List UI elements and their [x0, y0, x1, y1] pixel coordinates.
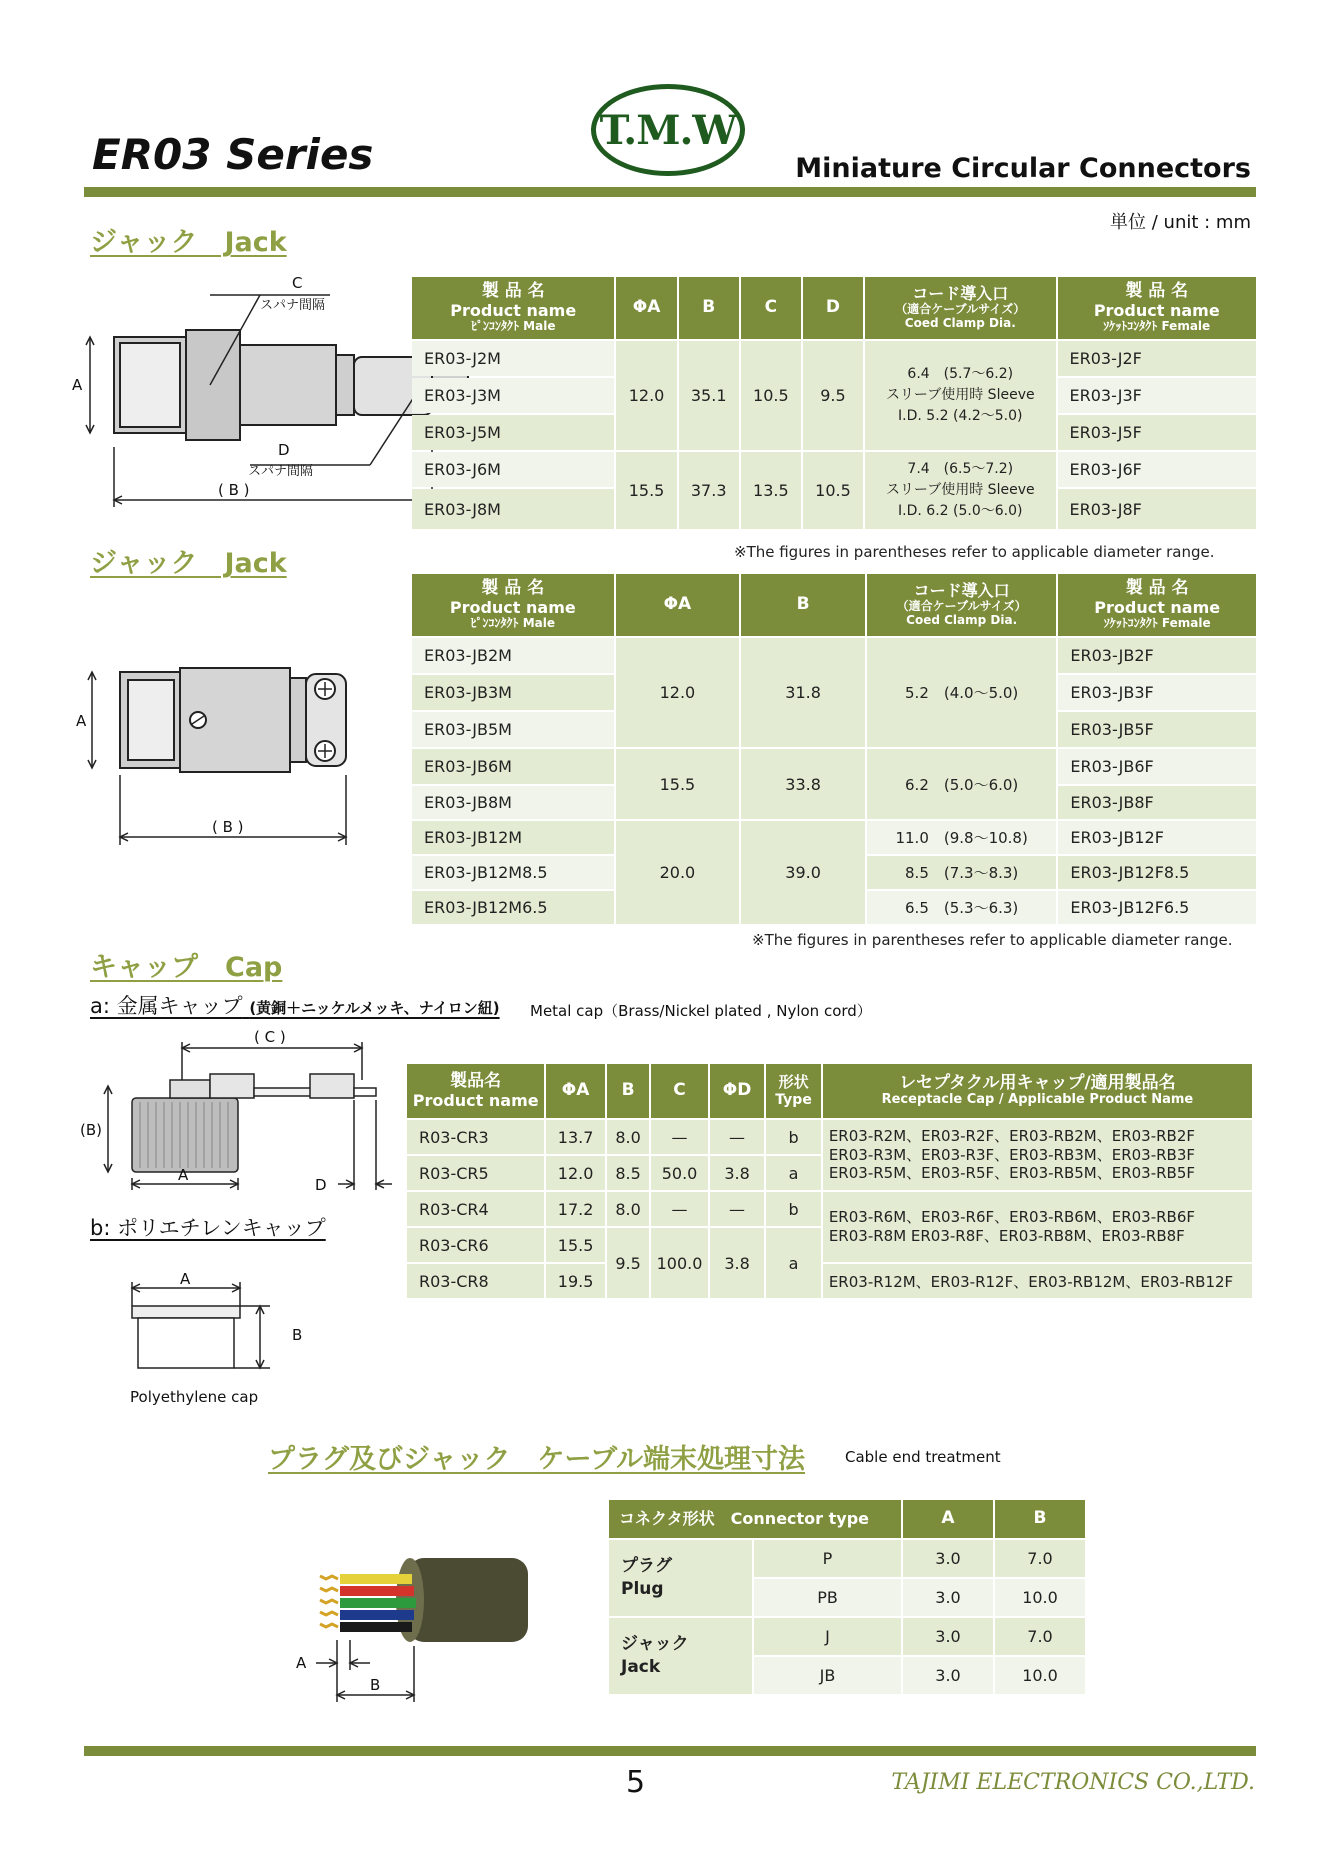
unit-label: 単位 / unit : mm — [1110, 212, 1251, 233]
poly-cap-label: Polyethylene cap — [130, 1388, 259, 1406]
cable-drawing — [290, 1550, 550, 1710]
cable-dim-a: A — [296, 1654, 307, 1672]
metal-cap-en: Metal cap（Brass/Nickel plated , Nylon cord） — [530, 1002, 872, 1020]
jack-b-drawing — [70, 660, 370, 860]
poly-dim-a: A — [180, 1270, 191, 1288]
jack-b-note: ※The figures in parentheses refer to applicable diameter range. — [752, 931, 1233, 949]
cap-dim-c: ( C ) — [254, 1028, 286, 1046]
page-subtitle: Miniature Circular Connectors — [795, 153, 1251, 184]
jack-b-dim-a: A — [76, 712, 87, 730]
poly-cap-heading: b: ポリエチレンキャップ — [90, 1216, 326, 1240]
cable-dim-b: B — [370, 1676, 381, 1694]
dim-d-label: D — [278, 441, 290, 459]
cap-dim-d: D — [315, 1176, 327, 1194]
dim-b-label: ( B ) — [218, 481, 250, 499]
jack-b-table: 製 品 名 Product name ﾋﾟﾝｺﾝﾀｸﾄ Male ΦA B コード導入口 （適合ケーブルサイズ） Coed Clamp Dia. 製 品 名 Product name ｿｹｯﾄｺﾝﾀｸﾄ Female ER03-JB2M 12.0 31.8 5.2 (4.0〜5.0) ER03-JB2F ER03-JB3M ER03-JB3F ER03-JB5M ER03-JB5F ER03-JB6M 15.5 33.8 6.2 (5.0〜6.0) ER03-JB6F ER03-JB8M ER03-JB8F ER03-JB12M 20.0 39.0 11.0 (9.8〜10.8) ER03-JB12F ER03-JB12M8.5 8.5 (7.3〜8.3) ER03-JB12F8.5 ER03-JB12M6.5 6.5 (5.3〜6.3) ER03-JB12F6.5 — [410, 572, 1258, 926]
cap-table: 製品名 Product name ΦA B C ΦD 形状 Type レセプタクル用キャップ/適用製品名 Receptacle Cap / Applicable Product Name R03-CR3 13.7 8.0 — — b ER03-R2M、ER03-R2F、ER03-RB2M、ER03-RB2F ER03-R3M、ER03-R3F、ER03-RB3M、ER03-RB3F ER03-R5M、ER03-R5F、ER03-RB5M、ER03-RB5F R03-CR5 12.0 8.5 50.0 3.8 a R03-CR4 17.2 8.0 — — b ER03-R6M、ER03-R6F、ER03-RB6M、ER03-RB6F ER03-R8M ER03-R8F、ER03-RB8M、ER03-RB8F R03-CR6 15.5 9.5 100.0 3.8 a R03-CR8 19.5 ER03-R12M、ER03-R12F、ER03-RB12M、ER03-RB12F — [405, 1062, 1254, 1300]
metal-cap-heading: a: 金属キャップ (黄銅＋ニッケルメッキ、ナイロン紐) — [90, 994, 500, 1018]
jack-b-dim-b: ( B ) — [212, 818, 244, 836]
dim-d-sub: スパナ間隔 — [248, 464, 314, 479]
cap-dim-b: (B) — [80, 1121, 102, 1139]
dim-a-label: A — [72, 376, 83, 394]
poly-cap-drawing — [120, 1270, 320, 1380]
cap-dim-a: A — [178, 1166, 189, 1184]
header-rule — [84, 187, 1256, 197]
jack-b-section-title: ジャック Jack — [90, 548, 287, 579]
cap-section-title: キャップ Cap — [90, 952, 283, 983]
page-number: 5 — [626, 1765, 646, 1800]
tmw-logo — [591, 84, 745, 176]
jack-note: ※The figures in parentheses refer to applicable diameter range. — [734, 543, 1215, 561]
company-name: TAJIMI ELECTRONICS CO.,LTD. — [891, 1770, 1255, 1795]
jack-section-title: ジャック Jack — [90, 227, 287, 258]
cable-table: コネクタ形状 Connector type A B プラグ Plug P 3.0 7.0 PB 3.0 10.0 ジャック Jack J 3.0 7.0 JB 3.0 10.0 — [607, 1498, 1087, 1696]
cable-end-en: Cable end treatment — [845, 1448, 1001, 1466]
dim-c-label: C — [292, 274, 303, 292]
logo-text: T.M.W — [599, 106, 737, 154]
poly-dim-b: B — [292, 1326, 303, 1344]
metal-cap-drawing — [70, 1028, 390, 1194]
series-title: ER03 Series — [92, 130, 374, 179]
jack-table: 製 品 名 Product name ﾋﾟﾝｺﾝﾀｸﾄ Male ΦA B C D コード導入口 （適合ケーブルサイズ） Coed Clamp Dia. 製 品 名 Product name ｿｹｯﾄｺﾝﾀｸﾄ Female ER03-J2M 12.0 35.1 10.5 9.5 6.4 (5.7〜6.2) スリーブ使用時 Sleeve I.D. 5.2 (4.2〜5.0) ER03-J2F ER03-J3M ER03-J3F ER03-J5M ER03-J5F ER03-J6M 15.5 37.3 13.5 10.5 7.4 (6.5〜7.2) スリーブ使用時 Sleeve I.D. 6.2 (5.0〜6.0) ER03-J6F ER03-J8M ER03-J8F — [410, 275, 1258, 531]
footer-rule — [84, 1746, 1256, 1756]
dim-c-sub: スパナ間隔 — [260, 298, 326, 313]
jack-drawing — [70, 275, 410, 535]
cable-end-title: プラグ及びジャック ケーブル端末処理寸法 — [268, 1444, 806, 1475]
